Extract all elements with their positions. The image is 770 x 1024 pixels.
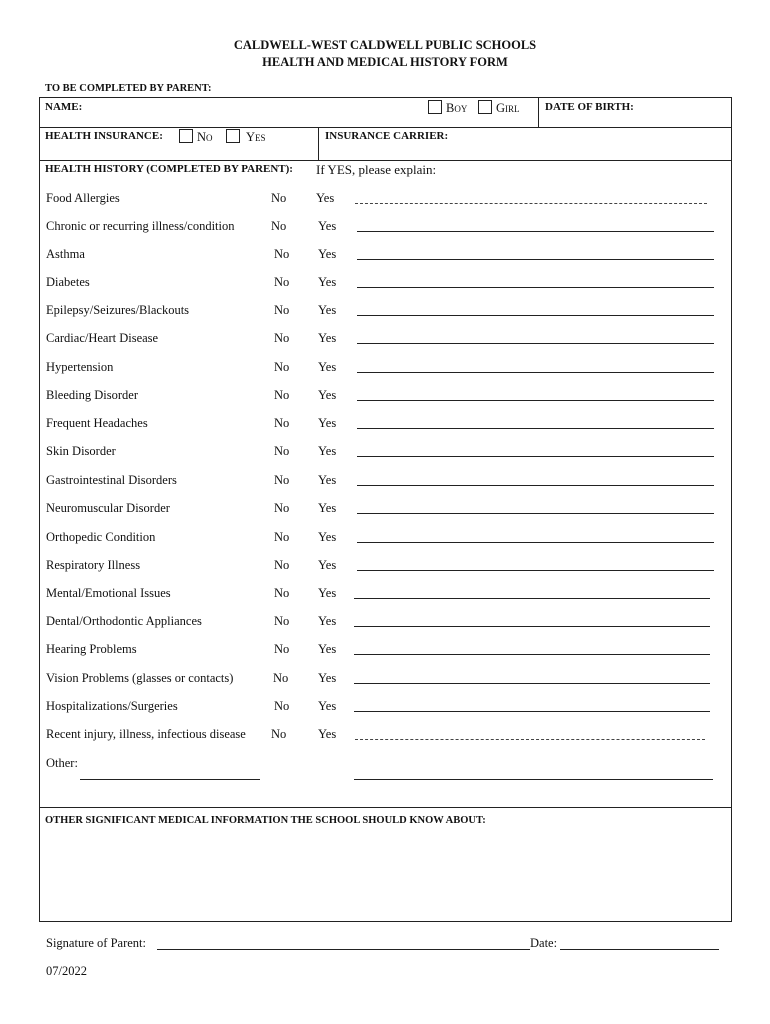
yes-option[interactable]: Yes <box>318 558 337 572</box>
explain-line[interactable] <box>357 287 714 288</box>
signature-label: Signature of Parent: <box>46 936 146 950</box>
condition-label: Vision Problems (glasses or contacts) <box>46 671 234 685</box>
date-label: Date: <box>530 936 558 950</box>
health-history-instruction: If YES, please explain: <box>316 162 437 177</box>
yes-option[interactable]: Yes <box>318 614 337 628</box>
yes-option[interactable]: Yes <box>316 191 335 205</box>
row-divider <box>39 127 732 128</box>
insurance-label: HEALTH INSURANCE: <box>45 130 163 142</box>
yes-option[interactable]: Yes <box>318 444 337 458</box>
yes-option[interactable]: Yes <box>318 699 337 713</box>
explain-line[interactable] <box>357 231 714 232</box>
yes-option[interactable]: Yes <box>318 501 337 515</box>
other-info-textarea[interactable] <box>45 832 725 916</box>
explain-line[interactable] <box>357 513 714 514</box>
yes-option[interactable]: Yes <box>318 388 337 402</box>
yes-option[interactable]: Yes <box>318 473 337 487</box>
no-option[interactable]: No <box>271 191 287 205</box>
other-label: Other: <box>46 756 78 770</box>
dob-divider <box>538 97 539 127</box>
revision-date: 07/2022 <box>46 964 87 978</box>
no-option[interactable]: No <box>274 444 290 458</box>
other-condition-line[interactable] <box>80 779 260 780</box>
row-divider <box>39 807 732 808</box>
condition-label: Hypertension <box>46 360 114 374</box>
explain-line[interactable] <box>357 428 714 429</box>
condition-label: Chronic or recurring illness/condition <box>46 219 235 233</box>
no-option[interactable]: No <box>271 219 287 233</box>
explain-line[interactable] <box>354 598 710 599</box>
yes-option[interactable]: Yes <box>318 303 337 317</box>
condition-label: Asthma <box>46 247 85 261</box>
girl-label: Girl <box>496 101 520 115</box>
condition-label: Hearing Problems <box>46 642 137 656</box>
no-option[interactable]: No <box>274 416 290 430</box>
explain-line[interactable] <box>355 739 705 740</box>
condition-label: Neuromuscular Disorder <box>46 501 170 515</box>
carrier-divider <box>318 127 319 160</box>
no-option[interactable]: No <box>274 530 290 544</box>
date-line[interactable] <box>560 949 719 950</box>
no-option[interactable]: No <box>274 360 290 374</box>
yes-option[interactable]: Yes <box>318 247 337 261</box>
no-option[interactable]: No <box>274 275 290 289</box>
boy-label: Boy <box>446 101 468 115</box>
condition-label: Food Allergies <box>46 191 120 205</box>
condition-label: Dental/Orthodontic Appliances <box>46 614 202 628</box>
yes-option[interactable]: Yes <box>318 671 337 685</box>
insurance-yes-checkbox[interactable] <box>226 129 240 143</box>
yes-option[interactable]: Yes <box>318 642 337 656</box>
explain-line[interactable] <box>354 683 710 684</box>
yes-option[interactable]: Yes <box>318 530 337 544</box>
explain-line[interactable] <box>355 203 707 204</box>
no-option[interactable]: No <box>274 501 290 515</box>
explain-line[interactable] <box>354 711 710 712</box>
condition-label: Orthopedic Condition <box>46 530 156 544</box>
other-info-heading: OTHER SIGNIFICANT MEDICAL INFORMATION THE SCHOOL SHOULD KNOW ABOUT: <box>45 815 486 826</box>
explain-line[interactable] <box>357 400 714 401</box>
no-option[interactable]: No <box>271 727 287 741</box>
no-option[interactable]: No <box>273 671 289 685</box>
condition-label: Mental/Emotional Issues <box>46 586 171 600</box>
explain-line[interactable] <box>354 654 710 655</box>
condition-label: Hospitalizations/Surgeries <box>46 699 178 713</box>
condition-label: Cardiac/Heart Disease <box>46 331 159 345</box>
condition-label: Diabetes <box>46 275 90 289</box>
explain-line[interactable] <box>357 315 714 316</box>
name-label: NAME: <box>45 101 83 113</box>
other-explain-line[interactable] <box>354 779 713 780</box>
condition-label: Respiratory Illness <box>46 558 141 572</box>
explain-line[interactable] <box>354 626 710 627</box>
yes-option[interactable]: Yes <box>318 275 337 289</box>
explain-line[interactable] <box>357 542 714 543</box>
dob-label: DATE OF BIRTH: <box>545 101 634 113</box>
condition-label: Skin Disorder <box>46 444 116 458</box>
explain-line[interactable] <box>357 259 714 260</box>
no-option[interactable]: No <box>274 247 290 261</box>
explain-line[interactable] <box>357 343 714 344</box>
condition-label: Epilepsy/Seizures/Blackouts <box>46 303 190 317</box>
yes-option[interactable]: Yes <box>318 727 337 741</box>
form-title-line2: HEALTH AND MEDICAL HISTORY FORM <box>262 55 508 69</box>
no-option[interactable]: No <box>274 473 290 487</box>
carrier-label: INSURANCE CARRIER: <box>325 130 449 142</box>
explain-line[interactable] <box>357 372 714 373</box>
parent-section-label: TO BE COMPLETED BY PARENT: <box>45 83 212 94</box>
explain-line[interactable] <box>357 485 714 486</box>
yes-option[interactable]: Yes <box>318 360 337 374</box>
dob-input[interactable] <box>645 99 729 123</box>
yes-option[interactable]: Yes <box>318 219 337 233</box>
insurance-no-checkbox[interactable] <box>179 129 193 143</box>
condition-label: Recent injury, illness, infectious disease <box>46 727 246 741</box>
signature-line[interactable] <box>157 949 530 950</box>
no-option[interactable]: No <box>274 642 290 656</box>
form-title-line1: CALDWELL-WEST CALDWELL PUBLIC SCHOOLS <box>233 38 537 52</box>
no-option[interactable]: No <box>274 331 290 345</box>
insurance-no-label: No <box>197 130 213 144</box>
yes-option[interactable]: Yes <box>318 416 337 430</box>
no-option[interactable]: No <box>274 614 290 628</box>
yes-option[interactable]: Yes <box>318 331 337 345</box>
no-option[interactable]: No <box>274 388 290 402</box>
carrier-input[interactable] <box>460 129 728 157</box>
yes-option[interactable]: Yes <box>318 586 337 600</box>
condition-label: Frequent Headaches <box>46 416 148 430</box>
health-history-heading: HEALTH HISTORY (COMPLETED BY PARENT): <box>45 163 293 175</box>
condition-label: Bleeding Disorder <box>46 388 138 402</box>
name-input[interactable] <box>100 99 415 123</box>
row-divider <box>39 160 732 161</box>
no-option[interactable]: No <box>274 586 290 600</box>
no-option[interactable]: No <box>274 699 290 713</box>
no-option[interactable]: No <box>274 558 290 572</box>
no-option[interactable]: No <box>274 303 290 317</box>
insurance-yes-label: Yes <box>246 130 266 144</box>
explain-line[interactable] <box>357 570 714 571</box>
boy-checkbox[interactable] <box>428 100 442 114</box>
girl-checkbox[interactable] <box>478 100 492 114</box>
explain-line[interactable] <box>357 456 714 457</box>
condition-label: Gastrointestinal Disorders <box>46 473 177 487</box>
